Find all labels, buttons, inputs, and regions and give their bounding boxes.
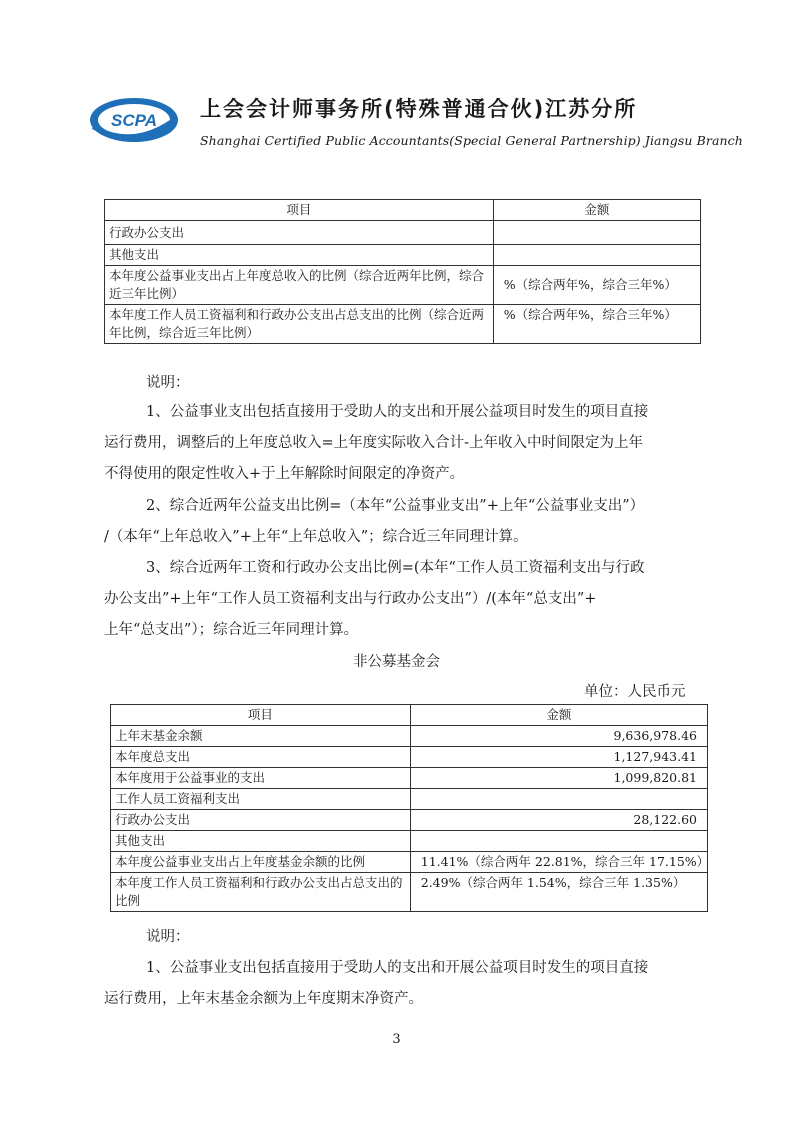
row-item: 行政办公支出	[111, 810, 411, 831]
note-2-1-line-1: 1、公益事业支出包括直接用于受助人的支出和开展公益项目时发生的项目直接	[146, 960, 649, 976]
col-amount-header: 金额	[493, 200, 700, 221]
note-2-line-1: 2、综合近两年公益支出比例=（本年“公益事业支出”+上年“公益事业支出”）	[146, 498, 645, 514]
row-amount: 2.49%（综合两年 1.54%，综合三年 1.35%）	[410, 873, 707, 912]
section-title: 非公募基金会	[353, 654, 440, 670]
table-row	[111, 873, 708, 912]
col-item-header: 项目	[111, 705, 411, 726]
row-amount	[410, 789, 707, 810]
note-1-line-3: 不得使用的限定性收入+于上年解除时间限定的净资产。	[104, 466, 465, 482]
table-row	[105, 266, 701, 305]
firm-name-cn: 上会会计师事务所(特殊普通合伙)江苏分所	[200, 97, 638, 121]
table-row	[105, 245, 701, 266]
row-amount: %（综合两年%，综合三年%）	[493, 305, 700, 344]
note-2-line-2: /（本年“上年总收入”+上年“上年总收入”；综合近三年同理计算。	[104, 529, 528, 545]
table-row	[111, 789, 708, 810]
table-row	[111, 768, 708, 789]
row-item: 工作人员工资福利支出	[111, 789, 411, 810]
row-item: 上年末基金余额	[111, 726, 411, 747]
row-item: 其他支出	[105, 245, 494, 266]
table-row	[111, 810, 708, 831]
row-item: 行政办公支出	[105, 221, 494, 245]
table-row	[111, 747, 708, 768]
row-amount: 1,099,820.81	[410, 768, 707, 789]
page-number: 3	[392, 1032, 401, 1047]
notes-label-2: 说明：	[146, 929, 190, 945]
row-item: 本年度公益事业支出占上年度基金余额的比例	[111, 852, 411, 873]
row-amount	[493, 221, 700, 245]
row-item: 本年度用于公益事业的支出	[111, 768, 411, 789]
table-header-row	[111, 705, 708, 726]
row-item: 其他支出	[111, 831, 411, 852]
currency-unit: 单位：人民币元	[584, 684, 686, 700]
note-3-line-1: 3、综合近两年工资和行政办公支出比例=(本年“工作人员工资福利支出与行政	[146, 560, 645, 576]
col-amount-header: 金额	[410, 705, 707, 726]
note-3-line-2: 办公支出”+上年“工作人员工资福利支出与行政办公支出”）/(本年“总支出”+	[104, 591, 597, 607]
row-item: 本年度工作人员工资福利和行政办公支出占总支出的比例（综合近两年比例，综合近三年比例）	[105, 305, 494, 344]
row-amount: %（综合两年%，综合三年%）	[493, 266, 700, 305]
firm-name-en: Shanghai Certified Public Accountants(Special General Partnership) Jiangsu Branch	[200, 133, 743, 148]
col-item-header: 项目	[105, 200, 494, 221]
scpa-logo	[88, 95, 180, 145]
row-amount: 1,127,943.41	[410, 747, 707, 768]
note-1-line-2: 运行费用，调整后的上年度总收入=上年度实际收入合计-上年收入中时间限定为上年	[104, 435, 644, 451]
row-amount: 9,636,978.46	[410, 726, 707, 747]
table-row	[105, 305, 701, 344]
row-item: 本年度工作人员工资福利和行政办公支出占总支出的比例	[111, 873, 411, 912]
note-2-1-line-2: 运行费用，上年末基金余额为上年度期末净资产。	[104, 991, 423, 1007]
row-amount: 28,122.60	[410, 810, 707, 831]
table-row	[111, 831, 708, 852]
notes-label: 说明：	[146, 375, 190, 391]
foundation-expense-table	[110, 704, 708, 912]
row-amount	[410, 831, 707, 852]
expense-table-partial	[104, 199, 701, 344]
table-header-row	[105, 200, 701, 221]
row-amount: 11.41%（综合两年 22.81%，综合三年 17.15%）	[410, 852, 707, 873]
note-3-line-3: 上年“总支出”）；综合近三年同理计算。	[104, 622, 359, 638]
row-item: 本年度公益事业支出占上年度总收入的比例（综合近两年比例，综合近三年比例）	[105, 266, 494, 305]
table-row	[111, 852, 708, 873]
row-amount	[493, 245, 700, 266]
table-row	[105, 221, 701, 245]
svg-text:SCPA: SCPA	[111, 111, 157, 130]
note-1-line-1: 1、公益事业支出包括直接用于受助人的支出和开展公益项目时发生的项目直接	[146, 404, 649, 420]
row-item: 本年度总支出	[111, 747, 411, 768]
table-row	[111, 726, 708, 747]
